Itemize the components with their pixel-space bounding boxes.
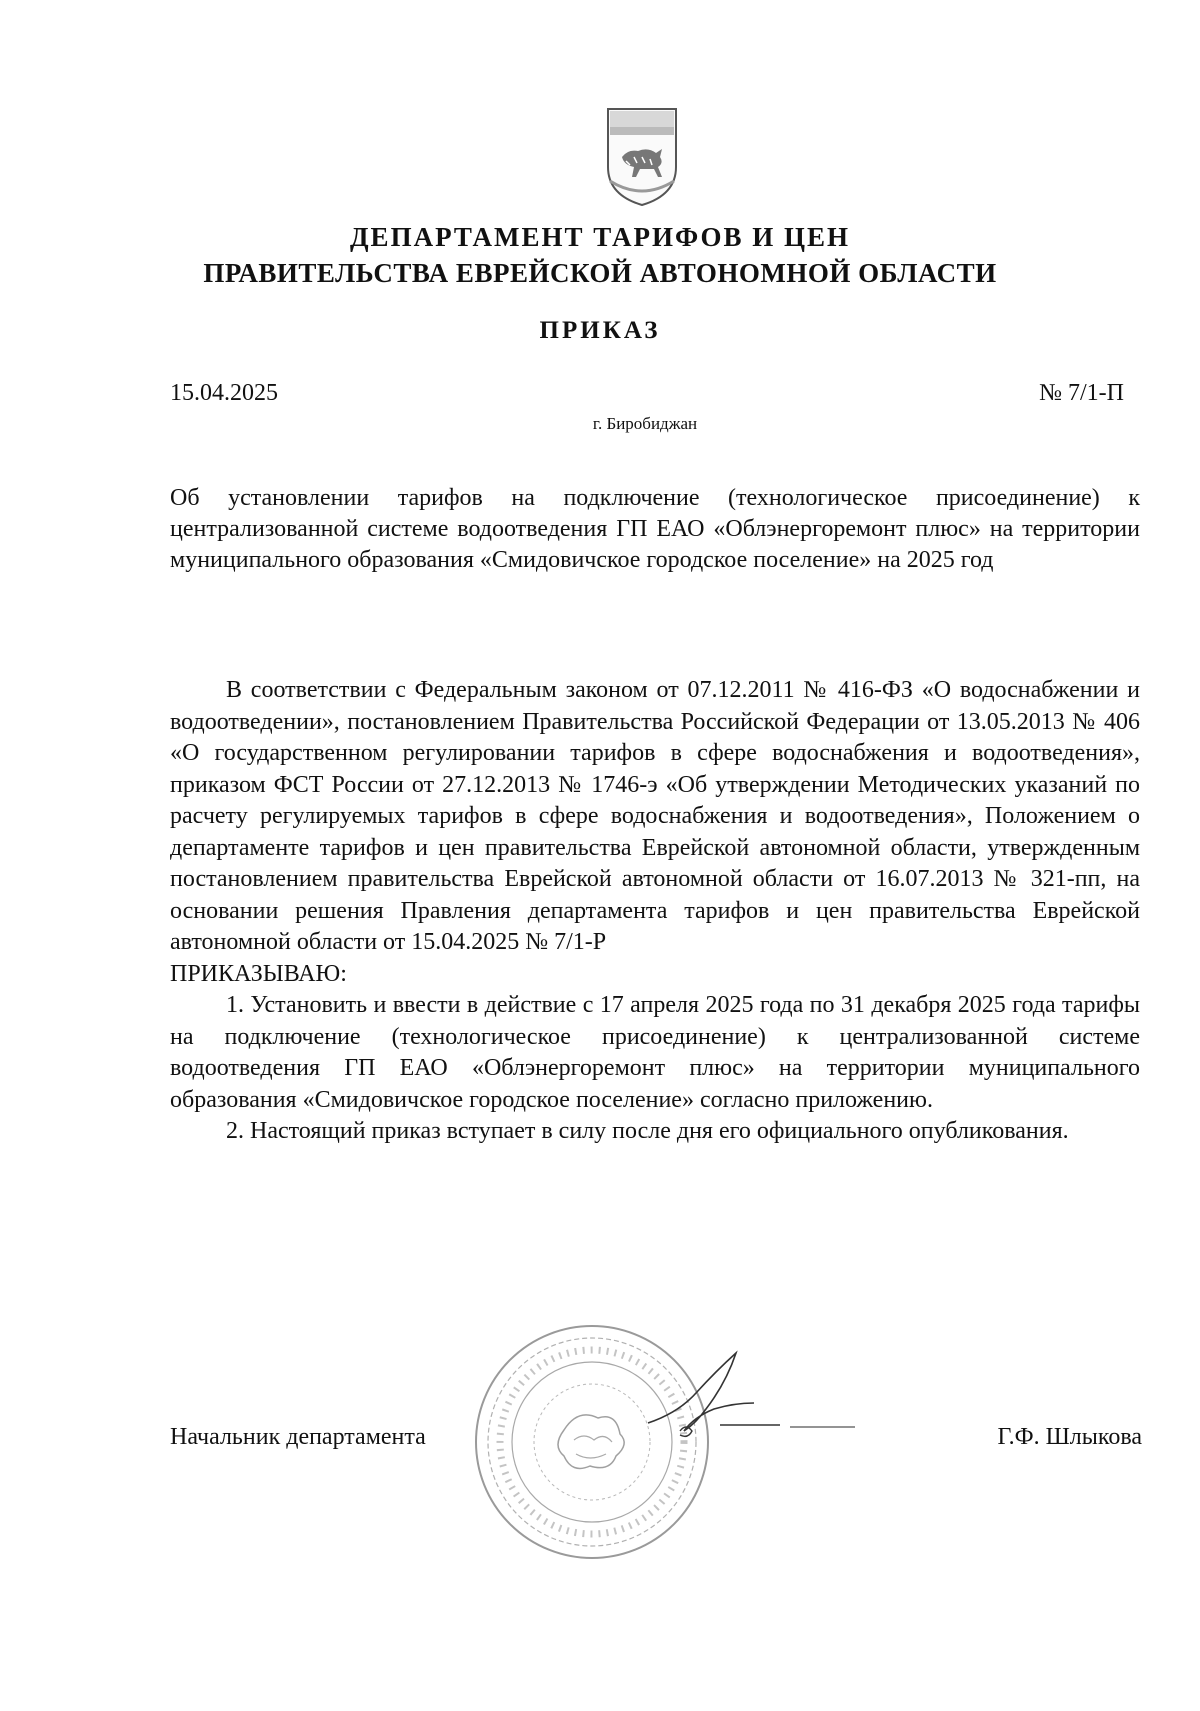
signatory-title: Начальник департамента (170, 1424, 426, 1450)
preamble-paragraph: В соответствии с Федеральным законом от 07.12.2011 № 416-ФЗ «О водоснабжении и водоотведении», постановлением Правительства Российской Федерации от 13.05.2013 № 406 «О государственном регулировании тарифов в сфере водоснабжения и водоотведения», приказом ФСТ России от 27.12.2013 № 1746-э «Об утверждении Методических указаний по расчету регулируемых тарифов в сфере водоснабжения и водоотведения», Положением о департаменте тарифов и цен правительства Еврейской автономной области, утвержденным постановлением правительства Еврейской автономной области от 16.07.2013 № 321-пп, на основании решения Правления департамента тарифов и цен правительства Еврейской автономной области от 15.04.2025 № 7/1-Р (170, 677, 1140, 955)
eao-coat-of-arms-icon (604, 105, 680, 209)
order-subject: Об установлении тарифов на подключение (технологическое присоединение) к централизованной системе водоотведения ГП ЕАО «Облэнергоремонт плюс» на территории муниципального образования «Смидовичское городское поселение» на 2025 год (170, 485, 1140, 573)
order-date: 15.04.2025 (170, 380, 278, 406)
signatory-name: Г.Ф. Шлыкова (997, 1424, 1142, 1450)
order-city: г. Биробиджан (592, 414, 698, 433)
department-name-line2: ПРАВИТЕЛЬСТВА ЕВРЕЙСКОЙ АВТОНОМНОЙ ОБЛАСТИ (203, 258, 997, 288)
order-word: ПРИКАЗЫВАЮ: (170, 960, 347, 987)
order-item-1: 1. Установить и ввести в действие с 17 апреля 2025 года по 31 декабря 2025 года тарифы на подключение (технологическое присоединение) к централизованной системе водоотведения ГП ЕАО «Облэнергоремонт плюс» на территории муниципального образования «Смидовичское городское поселение» согласно приложению. (170, 992, 1140, 1113)
department-name-line1: ДЕПАРТАМЕНТ ТАРИФОВ И ЦЕН (349, 222, 851, 252)
order-item-2: 2. Настоящий приказ вступает в силу после дня его официального опубликования. (226, 1118, 1069, 1144)
order-number: № 7/1-П (1039, 380, 1124, 406)
handwritten-signature-icon (640, 1345, 860, 1455)
document-type-title: ПРИКАЗ (539, 317, 661, 344)
order-body (170, 675, 1140, 1148)
